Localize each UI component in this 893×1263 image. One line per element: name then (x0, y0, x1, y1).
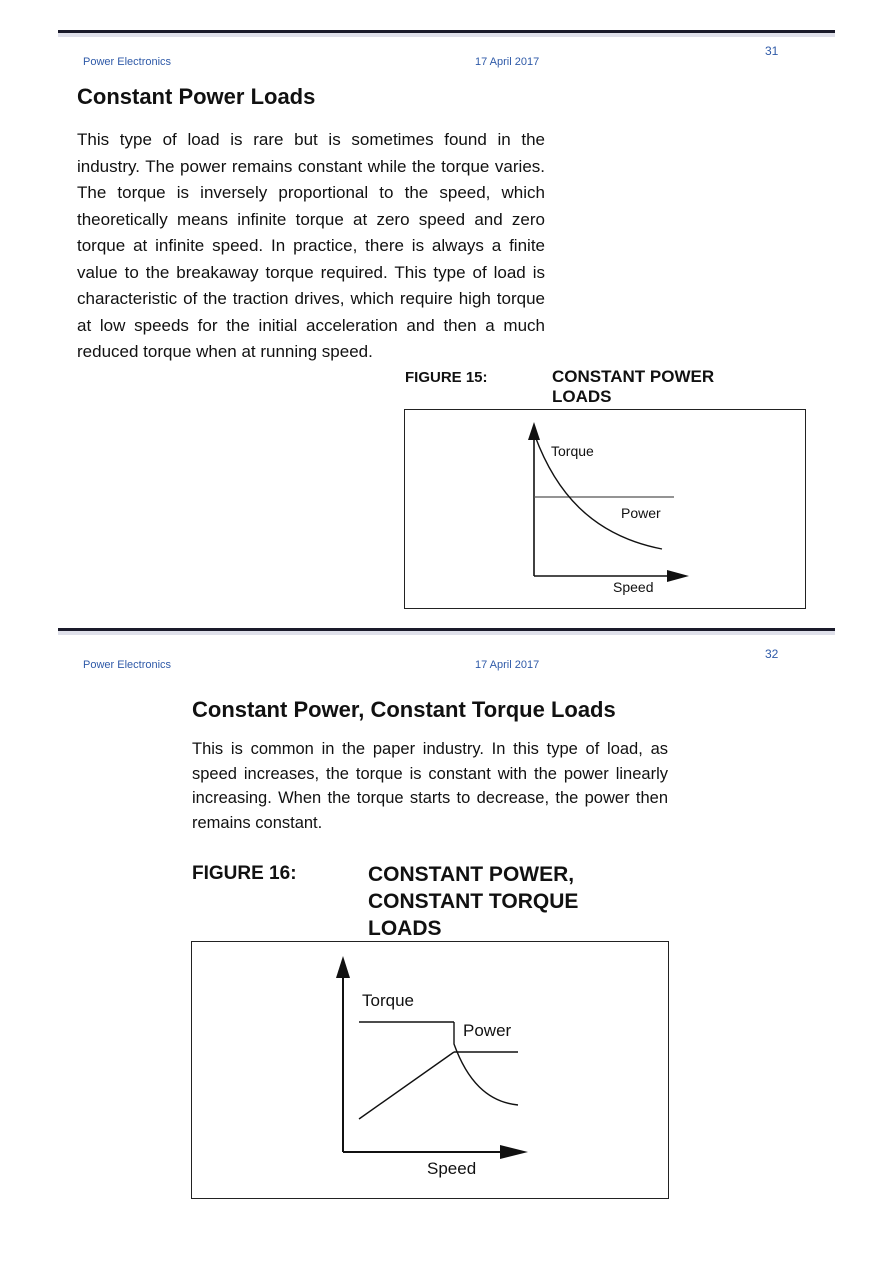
speed-label: Speed (613, 579, 654, 595)
figure-16-frame (191, 941, 669, 1199)
speed-label: Speed (427, 1159, 477, 1178)
header-date: 17 April 2017 (475, 659, 540, 671)
page-title: Constant Power, Constant Torque Loads (192, 697, 616, 722)
figure-15-frame (404, 409, 806, 609)
header-course-title: Power Electronics (83, 56, 172, 68)
figure-label: FIGURE 16: (192, 863, 297, 884)
slide-31 (0, 0, 893, 625)
torque-label: Torque (551, 443, 594, 459)
header-course-title: Power Electronics (83, 659, 172, 671)
torque-label: Torque (362, 991, 414, 1010)
slide-top-rule (58, 628, 835, 631)
y-axis-arrow-icon (336, 956, 350, 978)
figure-title: CONSTANT POWER, CONSTANT TORQUE LOADS (368, 863, 579, 940)
body-paragraph: This is common in the paper industry. In this type of load, as speed increases, the torque is constant with the power linearly increasing. When the torque starts to decrease, the power then remains constant. (192, 740, 668, 832)
constant-power-constant-torque-chart (192, 942, 667, 1197)
figure-label: FIGURE 15: (405, 369, 488, 386)
body-paragraph: This type of load is rare but is sometimes found in the industry. The power remains constant while the torque varies. The torque is inversely proportional to the speed, which theoretically means infinite torque at zero speed and zero torque at infinite speed. In practice, there is always a finite value to the breakaway torque required. This type of load is characteristic of the traction drives, which require high torque at low speeds for the initial acceleration and then a much reduced torque when at running speed. (77, 130, 545, 361)
slide-top-rule (58, 30, 835, 33)
power-label: Power (463, 1021, 512, 1040)
figure-title: CONSTANT POWER LOADS (552, 367, 715, 406)
y-axis-arrow-icon (528, 422, 540, 440)
page-number: 32 (765, 647, 779, 661)
x-axis-arrow-icon (500, 1145, 528, 1159)
x-axis-arrow-icon (667, 570, 689, 582)
constant-power-chart (405, 410, 804, 607)
page-title: Constant Power Loads (77, 84, 316, 109)
power-rising-line (359, 1052, 454, 1119)
page-number: 31 (765, 44, 779, 58)
slide-32 (0, 626, 893, 1263)
header-date: 17 April 2017 (475, 56, 540, 68)
power-label: Power (621, 505, 661, 521)
